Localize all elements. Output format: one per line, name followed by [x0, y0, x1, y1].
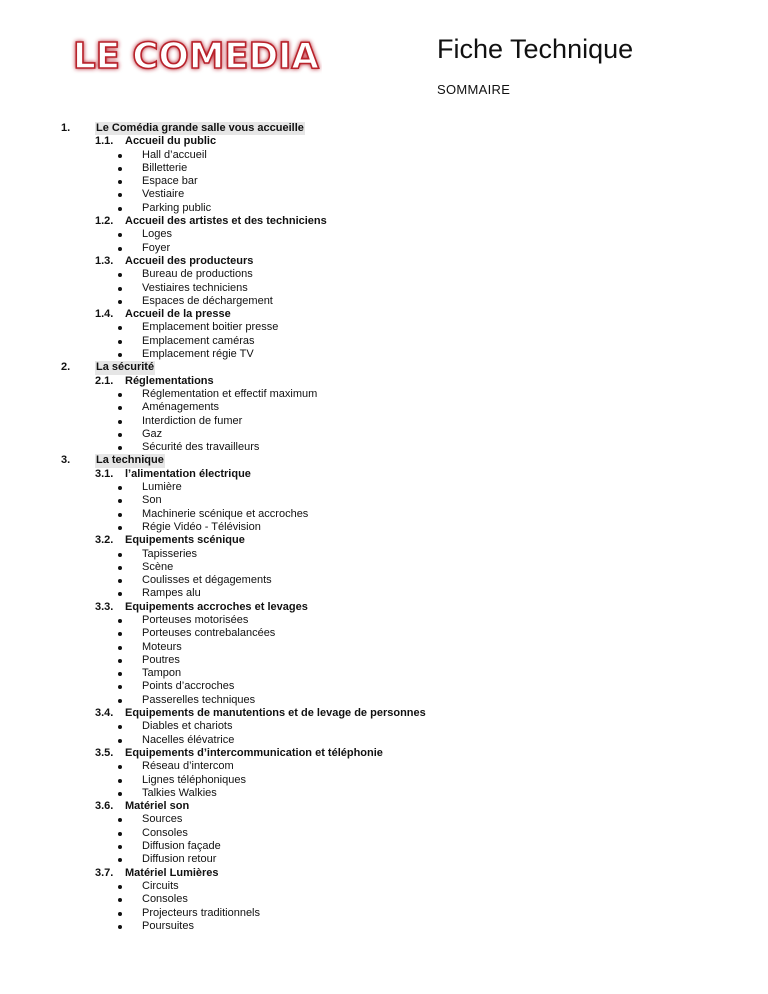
- toc-item-label: Sécurité des travailleurs: [142, 441, 260, 454]
- bullet-icon: [118, 725, 122, 729]
- subsection-title: Matériel Lumières: [125, 866, 219, 879]
- toc-item: [0, 680, 768, 693]
- bullet-icon: [118, 193, 122, 197]
- toc-item: [0, 654, 768, 667]
- toc-item-label: Coulisses et dégagements: [142, 574, 272, 587]
- bullet-icon: [118, 300, 122, 304]
- toc-item-label: Vestiaires techniciens: [142, 281, 248, 294]
- bullet-icon: [118, 273, 122, 277]
- toc-item: [0, 827, 768, 840]
- subsection-number: 3.6.: [95, 800, 114, 813]
- subsection-title: Accueil des artistes et des techniciens: [125, 215, 327, 228]
- bullet-icon: [118, 592, 122, 596]
- subsection-title: Equipements accroches et levages: [125, 600, 308, 613]
- subsection-number: 1.2.: [95, 215, 114, 228]
- toc-item: [0, 149, 768, 162]
- bullet-icon: [118, 526, 122, 530]
- toc-subsection: [0, 135, 768, 148]
- toc-item: [0, 428, 768, 441]
- toc-item: [0, 893, 768, 906]
- toc-item-label: Scène: [142, 560, 174, 573]
- bullet-icon: [118, 154, 122, 158]
- toc-item-label: Moteurs: [142, 640, 182, 653]
- document-subtitle: SOMMAIRE: [437, 82, 511, 97]
- bullet-icon: [118, 513, 122, 517]
- bullet-icon: [118, 180, 122, 184]
- toc-item-label: Lignes téléphoniques: [142, 773, 246, 786]
- subsection-number: 1.4.: [95, 308, 114, 321]
- logo-text: LE COMEDIA: [73, 36, 320, 77]
- toc-subsection: [0, 255, 768, 268]
- bullet-icon: [118, 287, 122, 291]
- toc-item-label: Diffusion retour: [142, 853, 217, 866]
- toc-item-label: Espace bar: [142, 175, 198, 188]
- bullet-icon: [118, 779, 122, 783]
- toc-item-label: Rampes alu: [142, 587, 201, 600]
- bullet-icon: [118, 406, 122, 410]
- toc-item-label: Bureau de productions: [142, 268, 253, 281]
- bullet-icon: [118, 446, 122, 450]
- toc-subsection: [0, 601, 768, 614]
- bullet-icon: [118, 420, 122, 424]
- subsection-title: Accueil des producteurs: [125, 254, 254, 267]
- subsection-number: 1.1.: [95, 135, 114, 148]
- bullet-icon: [118, 566, 122, 570]
- bullet-icon: [118, 486, 122, 490]
- toc-item: [0, 880, 768, 893]
- toc-item: [0, 401, 768, 414]
- toc-item-label: Lumière: [142, 481, 182, 494]
- toc-item-label: Nacelles élévatrice: [142, 733, 235, 746]
- toc-subsection: [0, 215, 768, 228]
- subsection-number: 3.2.: [95, 534, 114, 547]
- toc-item: [0, 627, 768, 640]
- subsection-title: l’alimentation électrique: [125, 467, 251, 480]
- bullet-icon: [118, 898, 122, 902]
- toc-subsection: [0, 308, 768, 321]
- toc-item: [0, 494, 768, 507]
- toc-item: [0, 667, 768, 680]
- bullet-icon: [118, 818, 122, 822]
- bullet-icon: [118, 340, 122, 344]
- toc-item-label: Vestiaire: [142, 188, 185, 201]
- toc-item-label: Diffusion façade: [142, 840, 221, 853]
- toc-item: [0, 774, 768, 787]
- toc-subsection: [0, 800, 768, 813]
- toc-item-label: Tampon: [142, 667, 182, 680]
- toc-item: [0, 813, 768, 826]
- toc-item: [0, 561, 768, 574]
- toc-item: [0, 388, 768, 401]
- bullet-icon: [118, 207, 122, 211]
- table-of-contents: [0, 122, 768, 933]
- toc-item-label: Hall d’accueil: [142, 148, 207, 161]
- toc-item: [0, 321, 768, 334]
- toc-item-label: Porteuses contrebalancées: [142, 627, 276, 640]
- toc-item-label: Passerelles techniques: [142, 693, 256, 706]
- bullet-icon: [118, 619, 122, 623]
- toc-item-label: Points d’accroches: [142, 680, 235, 693]
- toc-item-label: Sources: [142, 813, 183, 826]
- subsection-number: 3.4.: [95, 707, 114, 720]
- toc-item: [0, 920, 768, 933]
- toc-item-label: Foyer: [142, 241, 171, 254]
- toc-item-label: Talkies Walkies: [142, 786, 217, 799]
- toc-subsection: [0, 468, 768, 481]
- subsection-title: Réglementations: [125, 374, 214, 387]
- document-title: Fiche Technique: [437, 34, 634, 64]
- section-number: 1.: [61, 122, 71, 134]
- toc-item-label: Loges: [142, 228, 172, 241]
- subsection-title: Equipements d’intercommunication et téléphonie: [125, 746, 383, 759]
- toc-item-label: Tapisseries: [142, 547, 198, 560]
- toc-subsection: [0, 534, 768, 547]
- bullet-icon: [118, 393, 122, 397]
- bullet-icon: [118, 832, 122, 836]
- toc-item: [0, 228, 768, 241]
- toc-item: [0, 760, 768, 773]
- toc-item: [0, 202, 768, 215]
- subsection-number: 3.7.: [95, 866, 114, 879]
- toc-item: [0, 175, 768, 188]
- toc-item: [0, 574, 768, 587]
- bullet-icon: [118, 885, 122, 889]
- subsection-number: 1.3.: [95, 254, 114, 267]
- toc-item: [0, 840, 768, 853]
- toc-item: [0, 787, 768, 800]
- toc-item: [0, 508, 768, 521]
- toc-item-label: Diables et chariots: [142, 720, 233, 733]
- toc-item-label: Billetterie: [142, 161, 188, 174]
- subsection-number: 2.1.: [95, 374, 114, 387]
- toc-item: [0, 614, 768, 627]
- toc-item: [0, 587, 768, 600]
- comedia-logo: [70, 33, 322, 77]
- toc-item-label: Emplacement caméras: [142, 334, 255, 347]
- subsection-title: Equipements de manutentions et de levage de personnes: [125, 707, 426, 720]
- toc-item: [0, 415, 768, 428]
- toc-item: [0, 242, 768, 255]
- bullet-icon: [118, 326, 122, 330]
- bullet-icon: [118, 579, 122, 583]
- bullet-icon: [118, 353, 122, 357]
- bullet-icon: [118, 233, 122, 237]
- toc-subsection: [0, 867, 768, 880]
- toc-item-label: Consoles: [142, 826, 188, 839]
- bullet-icon: [118, 433, 122, 437]
- subsection-number: 3.5.: [95, 746, 114, 759]
- toc-item: [0, 162, 768, 175]
- section-title: Le Comédia grande salle vous accueille: [96, 122, 304, 134]
- toc-item: [0, 907, 768, 920]
- toc-item: [0, 441, 768, 454]
- toc-item-label: Interdiction de fumer: [142, 414, 243, 427]
- subsection-title: Accueil du public: [125, 135, 217, 148]
- toc-section: [0, 454, 768, 467]
- toc-item: [0, 268, 768, 281]
- toc-item: [0, 335, 768, 348]
- subsection-title: Equipements scénique: [125, 534, 245, 547]
- bullet-icon: [118, 845, 122, 849]
- toc-item-label: Porteuses motorisées: [142, 613, 249, 626]
- toc-item-label: Aménagements: [142, 401, 220, 414]
- bullet-icon: [118, 792, 122, 796]
- toc-item: [0, 853, 768, 866]
- bullet-icon: [118, 632, 122, 636]
- bullet-icon: [118, 659, 122, 663]
- subsection-number: 3.1.: [95, 467, 114, 480]
- toc-item-label: Circuits: [142, 879, 179, 892]
- subsection-number: 3.3.: [95, 600, 114, 613]
- toc-item-label: Son: [142, 494, 162, 507]
- toc-item-label: Poursuites: [142, 919, 194, 932]
- toc-item: [0, 282, 768, 295]
- subsection-title: Matériel son: [125, 800, 190, 813]
- toc-item: [0, 734, 768, 747]
- toc-item-label: Gaz: [142, 427, 163, 440]
- toc-subsection: [0, 747, 768, 760]
- toc-section: [0, 122, 768, 135]
- toc-item-label: Espaces de déchargement: [142, 294, 273, 307]
- toc-item-label: Emplacement régie TV: [142, 348, 254, 361]
- section-title: La technique: [96, 454, 164, 467]
- toc-subsection: [0, 707, 768, 720]
- bullet-icon: [118, 247, 122, 251]
- toc-item: [0, 548, 768, 561]
- bullet-icon: [118, 553, 122, 557]
- bullet-icon: [118, 925, 122, 929]
- toc-item: [0, 481, 768, 494]
- toc-item-label: Régie Vidéo - Télévision: [142, 520, 261, 533]
- bullet-icon: [118, 685, 122, 689]
- toc-item-label: Poutres: [142, 653, 180, 666]
- toc-item: [0, 188, 768, 201]
- toc-item-label: Réseau d’intercom: [142, 760, 234, 773]
- bullet-icon: [118, 499, 122, 503]
- toc-item: [0, 720, 768, 733]
- toc-item: [0, 348, 768, 361]
- toc-item-label: Réglementation et effectif maximum: [142, 387, 318, 400]
- bullet-icon: [118, 167, 122, 171]
- bullet-icon: [118, 912, 122, 916]
- toc-item-label: Projecteurs traditionnels: [142, 906, 261, 919]
- bullet-icon: [118, 646, 122, 650]
- toc-item: [0, 641, 768, 654]
- section-number: 2.: [61, 361, 71, 374]
- section-title: La sécurité: [96, 361, 155, 374]
- bullet-icon: [118, 739, 122, 743]
- bullet-icon: [118, 765, 122, 769]
- toc-item-label: Machinerie scénique et accroches: [142, 507, 309, 520]
- subsection-title: Accueil de la presse: [125, 308, 231, 321]
- bullet-icon: [118, 672, 122, 676]
- bullet-icon: [118, 858, 122, 862]
- toc-item-label: Parking public: [142, 201, 212, 214]
- toc-item: [0, 295, 768, 308]
- toc-item: [0, 521, 768, 534]
- toc-item: [0, 694, 768, 707]
- section-number: 3.: [61, 454, 71, 467]
- toc-item-label: Emplacement boitier presse: [142, 321, 279, 334]
- toc-item-label: Consoles: [142, 893, 188, 906]
- toc-section: [0, 361, 768, 374]
- toc-subsection: [0, 375, 768, 388]
- bullet-icon: [118, 699, 122, 703]
